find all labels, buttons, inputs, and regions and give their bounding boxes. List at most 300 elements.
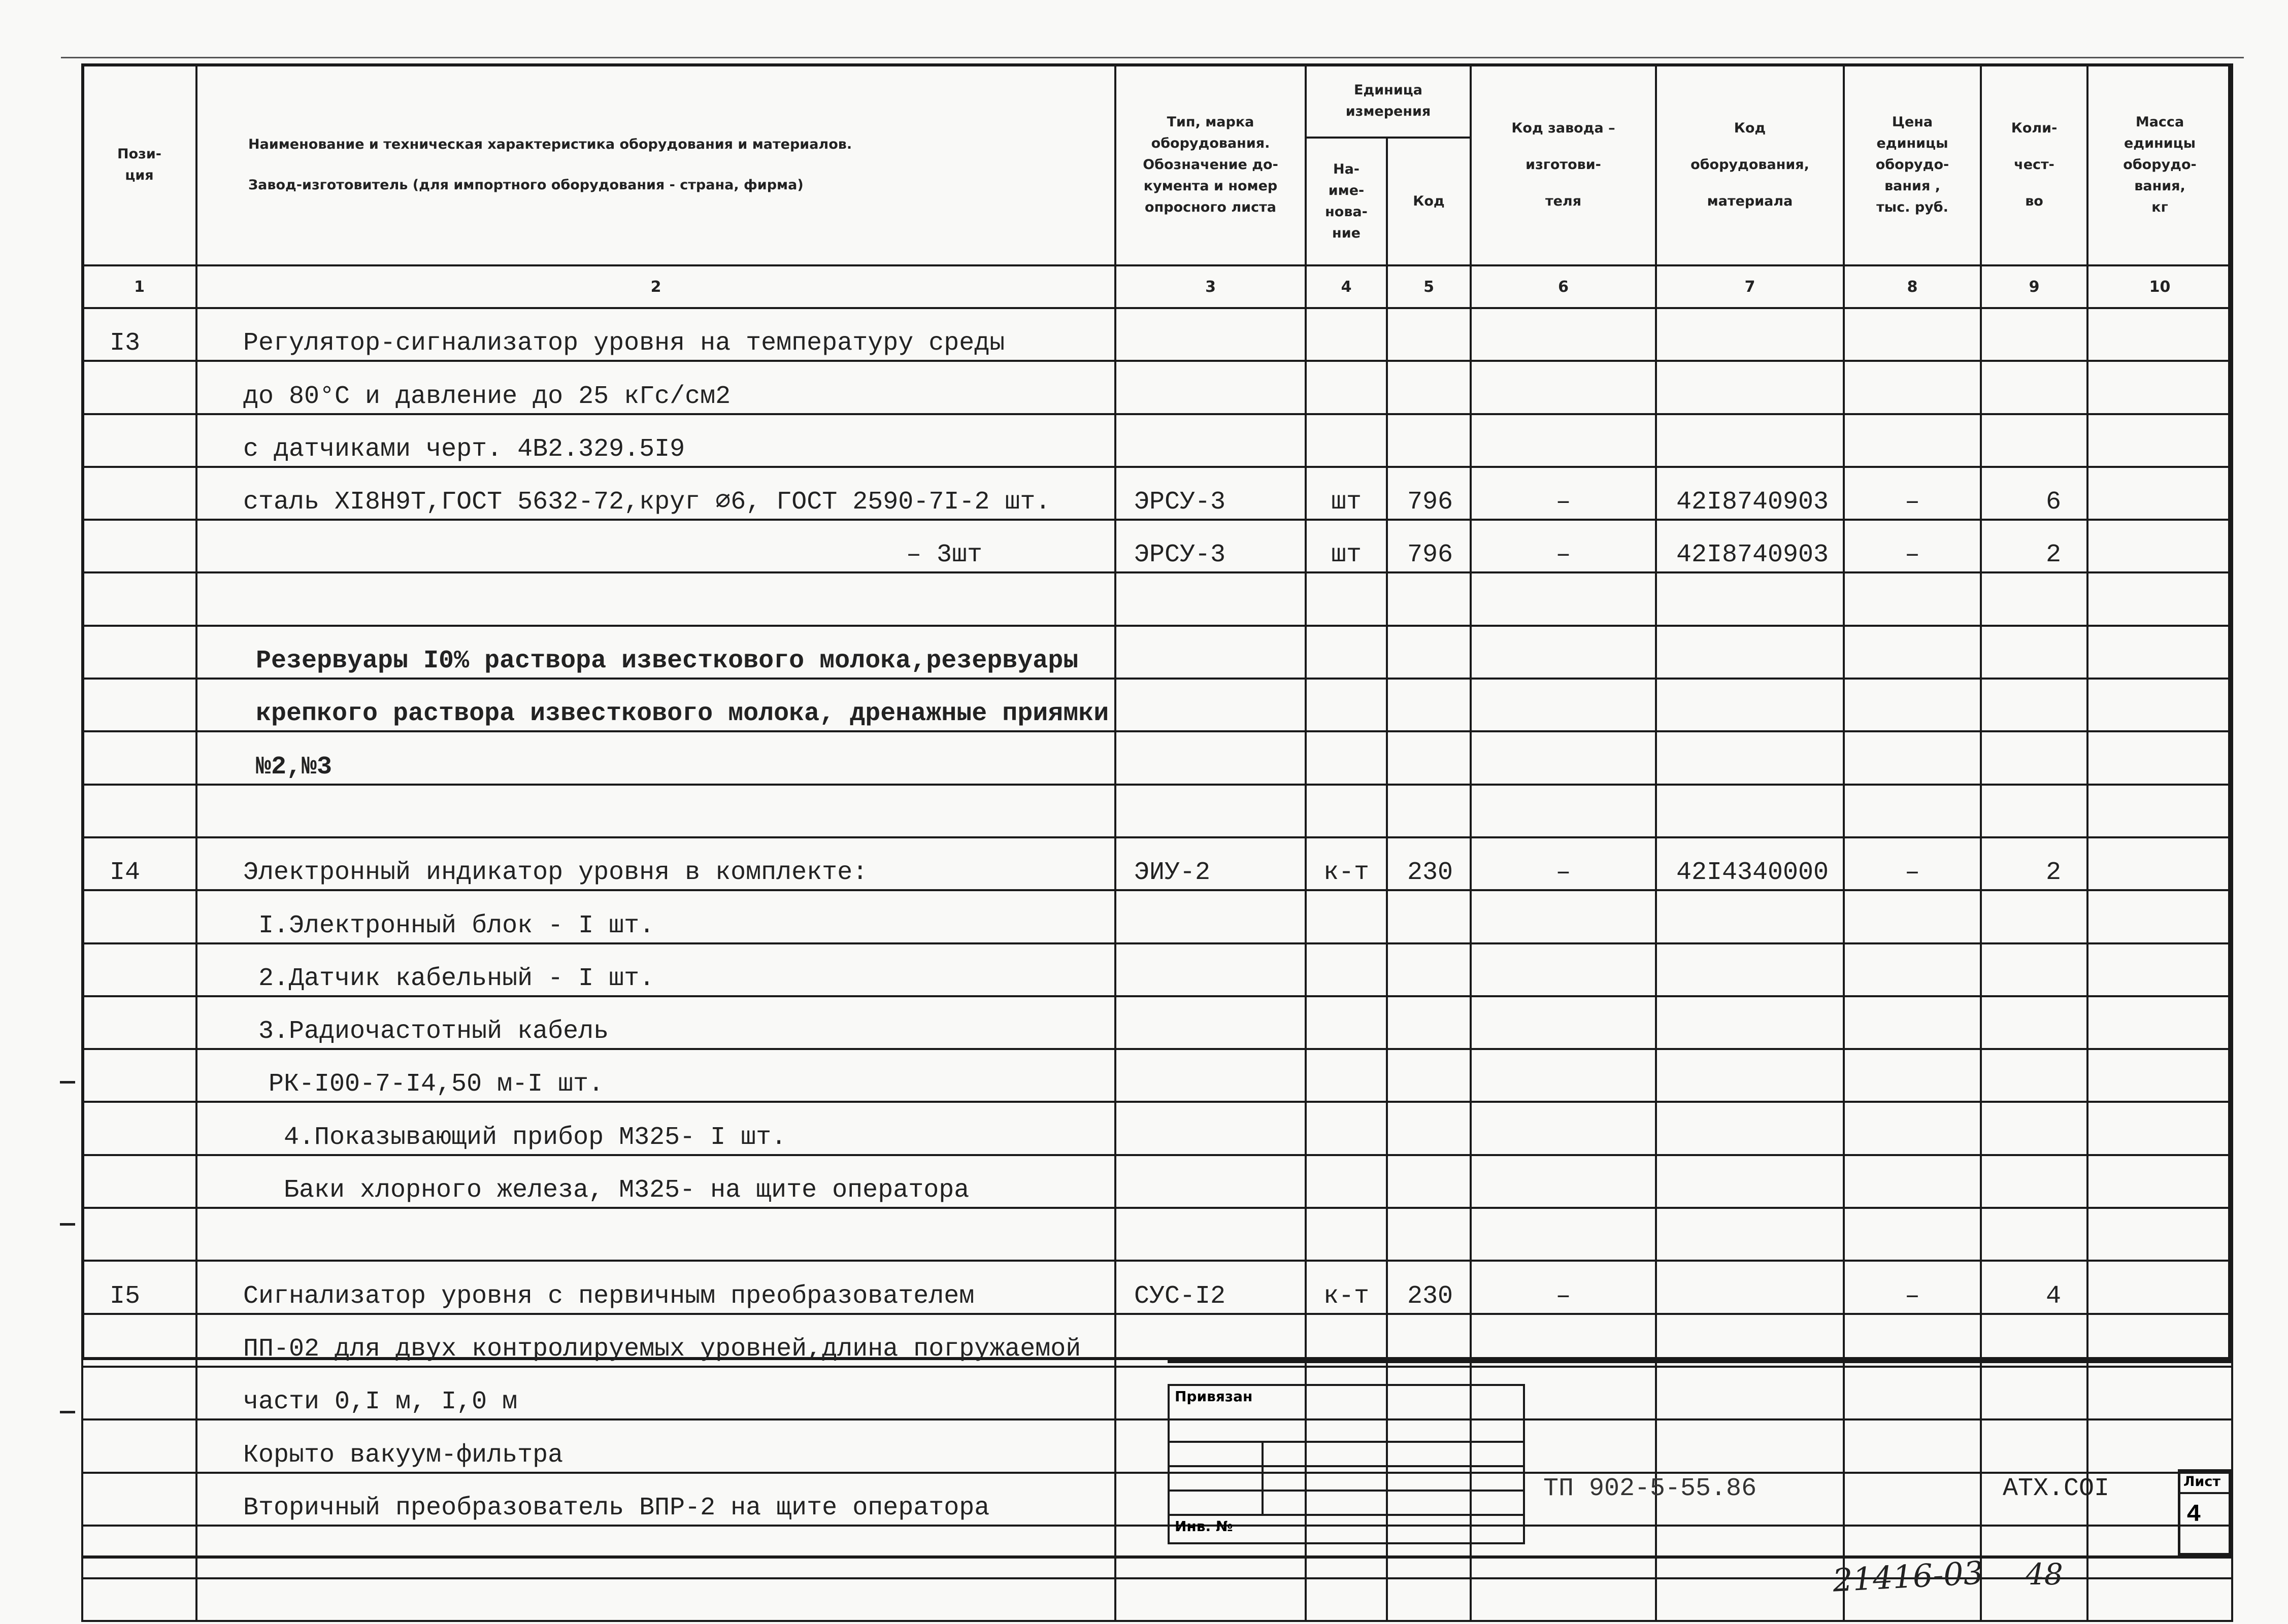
row-material-code [1656,1049,1844,1102]
approval-cell [1387,1466,1471,1491]
row-price: – [1844,467,1981,520]
table-row [82,943,2232,996]
row-quantity [1981,943,2087,996]
row-quantity [1981,1314,2087,1367]
row-unit-code [1387,1314,1471,1367]
row-maker-code [1471,731,1656,784]
empty-cell [1656,1578,1844,1621]
column-number: 1 [82,265,196,308]
row-price [1844,1049,1981,1102]
row-name: Электронный индикатор уровня в комплекте: [196,837,1115,890]
empty-cell [1387,1578,1471,1621]
sheet-label: Лист [2183,1474,2220,1490]
inventory-label: Инв. № [1169,1515,1524,1543]
approval-cell [1169,1442,1263,1466]
row-quantity [1981,626,2087,679]
empty-cell [196,1578,1115,1621]
row-quantity [1981,572,2087,625]
row-quantity [1981,1419,2087,1472]
row-name: ПП-02 для двух контролируемых уровней,длина погружаемой [196,1314,1115,1367]
row-unit: к-т [1306,1261,1387,1313]
row-unit [1306,731,1387,784]
row-name: Корыто вакуум-фильтра [196,1419,1115,1472]
header-unit: Единица измерения [1306,64,1471,138]
column-number: 2 [196,265,1115,308]
row-type [1115,361,1306,414]
row-unit-code: 796 [1387,467,1471,520]
table-row [82,1155,2232,1208]
row-material-code [1656,679,1844,731]
header-position: Пози- ция [82,64,196,265]
row-material-code [1656,1367,1844,1419]
approval-block [1168,1384,1525,1544]
row-unit-code [1387,785,1471,837]
row-position [82,1102,196,1155]
row-material-code [1656,1526,1844,1578]
row-mass [2087,731,2232,784]
table-row [82,785,2232,837]
row-type [1115,996,1306,1049]
row-price [1844,414,1981,467]
row-name: Сигнализатор уровня с первичным преобразователем [196,1261,1115,1313]
margin-mark [60,1223,75,1226]
row-unit-code [1387,1208,1471,1261]
column-number: 5 [1387,265,1471,308]
row-unit [1306,1314,1387,1367]
margin-mark [60,1411,75,1413]
row-unit [1306,679,1387,731]
row-position [82,1208,196,1261]
row-price [1844,572,1981,625]
row-maker-code [1471,361,1656,414]
row-unit-code [1387,996,1471,1049]
row-price [1844,679,1981,731]
row-mass [2087,1049,2232,1102]
row-unit-code [1387,572,1471,625]
row-mass [2087,361,2232,414]
row-unit-code [1387,1155,1471,1208]
document-code: ТП 902-5-55.86 [1543,1474,1757,1503]
row-maker-code [1471,890,1656,943]
row-unit [1306,890,1387,943]
sheet-number: 4 [2186,1501,2201,1529]
approval-cell [1263,1466,1387,1491]
header-material-code: Код оборудования, материала [1656,64,1844,265]
row-unit [1306,996,1387,1049]
row-maker-code [1471,1208,1656,1261]
approval-cell [1471,1491,1524,1515]
empty-cell [1115,1578,1306,1621]
row-maker-code [1471,572,1656,625]
row-price [1844,731,1981,784]
row-price [1844,1208,1981,1261]
row-name: – 3шт [196,520,1115,572]
header-mass: Масса единицы оборудо- вания, кг [2087,64,2232,265]
row-unit: шт [1306,520,1387,572]
empty-cell [1306,1578,1387,1621]
row-type [1115,1049,1306,1102]
row-name [196,785,1115,837]
row-quantity [1981,890,2087,943]
row-position [82,520,196,572]
row-mass [2087,1261,2232,1313]
row-material-code [1656,1208,1844,1261]
row-material-code [1656,1314,1844,1367]
row-type [1115,572,1306,625]
row-type [1115,1102,1306,1155]
row-price [1844,308,1981,361]
row-position: I3 [82,308,196,361]
row-price: – [1844,1261,1981,1313]
header-price: Цена единицы оборудо- вания , тыс. руб. [1844,64,1981,265]
row-mass [2087,1367,2232,1419]
row-mass [2087,520,2232,572]
specification-body [82,308,2232,1621]
row-mass [2087,679,2232,731]
row-maker-code [1471,943,1656,996]
column-number: 9 [1981,265,2087,308]
row-mass [2087,414,2232,467]
archive-page: 48 [2026,1557,2063,1592]
row-material-code [1656,996,1844,1049]
margin-mark [60,1081,75,1084]
row-unit-code [1387,1102,1471,1155]
table-row [82,996,2232,1049]
row-name: крепкого раствора известкового молока, дренажные приямки [196,679,1115,731]
header-type: Тип, марка оборудования. Обозначение до- кумента и номер опросного листа [1115,64,1306,265]
row-unit-code [1387,308,1471,361]
row-price: – [1844,837,1981,890]
row-unit-code [1387,626,1471,679]
empty-cell [2087,1578,2232,1621]
row-position [82,1367,196,1419]
row-position [82,943,196,996]
row-position: I5 [82,1261,196,1313]
row-position [82,890,196,943]
table-row [82,1314,2232,1367]
row-material-code [1656,731,1844,784]
row-quantity [1981,308,2087,361]
row-quantity [1981,1367,2087,1419]
table-row [82,308,2232,361]
row-maker-code [1471,785,1656,837]
table-row [82,414,2232,467]
row-unit [1306,1102,1387,1155]
row-position [82,1155,196,1208]
header-unit-code: Код [1387,138,1471,265]
row-price [1844,1102,1981,1155]
row-unit: к-т [1306,837,1387,890]
header-name: Наименование и техническая характеристика оборудования и материалов. Завод-изготовитель (для импортного оборудования - страна, фирма) [196,64,1115,265]
row-mass [2087,1208,2232,1261]
row-unit-code: 230 [1387,1261,1471,1313]
row-quantity [1981,679,2087,731]
row-unit [1306,361,1387,414]
row-maker-code [1471,414,1656,467]
row-unit-code [1387,361,1471,414]
row-quantity [1981,731,2087,784]
row-position [82,996,196,1049]
row-mass [2087,1102,2232,1155]
row-position [82,1526,196,1578]
row-name: сталь XI8Н9Т,ГОСТ 5632-72,круг ⌀6, ГОСТ 2590-7I-2 шт. [196,467,1115,520]
table-row [82,361,2232,414]
row-material-code: 42I8740903 [1656,467,1844,520]
row-quantity [1981,1208,2087,1261]
row-quantity [1981,1102,2087,1155]
row-type: ЭИУ-2 [1115,837,1306,890]
table-row [82,1049,2232,1102]
row-material-code [1656,361,1844,414]
row-mass [2087,890,2232,943]
row-type [1115,1155,1306,1208]
table-row [82,837,2232,890]
table-row [82,626,2232,679]
row-position [82,785,196,837]
row-maker-code [1471,679,1656,731]
row-maker-code: – [1471,467,1656,520]
row-name: Баки хлорного железа, М325- на щите оператора [196,1155,1115,1208]
row-type [1115,943,1306,996]
row-position [82,467,196,520]
empty-cell [1471,1578,1656,1621]
row-unit [1306,1049,1387,1102]
row-unit-code [1387,679,1471,731]
row-maker-code [1471,1102,1656,1155]
row-type: ЭРСУ-3 [1115,467,1306,520]
row-unit [1306,943,1387,996]
specification-table [81,63,2233,1622]
row-name [196,1526,1115,1578]
approval-cell [1263,1491,1387,1515]
empty-cell [82,1578,196,1621]
row-quantity [1981,1049,2087,1102]
row-maker-code [1471,1314,1656,1367]
approval-cell [1169,1491,1263,1515]
table-row [82,1473,2232,1526]
row-mass [2087,1314,2232,1367]
row-position [82,1314,196,1367]
row-price [1844,1367,1981,1419]
row-material-code [1656,572,1844,625]
table-row [82,679,2232,731]
row-type [1115,890,1306,943]
approval-cell [1263,1442,1387,1466]
row-unit-code [1387,1049,1471,1102]
table-row [82,520,2232,572]
row-mass [2087,837,2232,890]
column-number: 3 [1115,265,1306,308]
row-price [1844,890,1981,943]
row-mass [2087,1155,2232,1208]
archive-number: 21416-03 [1832,1554,1984,1599]
table-row [82,731,2232,784]
row-name: до 80°С и давление до 25 кГс/см2 [196,361,1115,414]
row-material-code [1656,890,1844,943]
row-price [1844,1155,1981,1208]
row-quantity: 4 [1981,1261,2087,1313]
row-mass [2087,785,2232,837]
table-row [82,572,2232,625]
row-price [1844,1419,1981,1472]
row-name: 3.Радиочастотный кабель [196,996,1115,1049]
row-mass [2087,626,2232,679]
row-position [82,361,196,414]
row-price [1844,996,1981,1049]
row-unit-code [1387,731,1471,784]
approval-cell [1471,1442,1524,1466]
row-material-code [1656,1155,1844,1208]
row-material-code [1656,308,1844,361]
table-row [82,1419,2232,1472]
row-price [1844,943,1981,996]
row-price [1844,785,1981,837]
row-maker-code [1471,308,1656,361]
approval-cell [1387,1491,1471,1515]
column-number: 7 [1656,265,1844,308]
row-name: 4.Показывающий прибор М325- I шт. [196,1102,1115,1155]
row-quantity [1981,361,2087,414]
row-type [1115,1314,1306,1367]
row-maker-code: – [1471,1261,1656,1313]
row-name: с датчиками черт. 4В2.329.5I9 [196,414,1115,467]
header-unit-name: На- име- нова- ние [1306,138,1387,265]
table-row [82,890,2232,943]
approval-cell [1471,1466,1524,1491]
row-mass [2087,943,2232,996]
row-maker-code: – [1471,837,1656,890]
row-position [82,626,196,679]
row-quantity [1981,996,2087,1049]
row-quantity [1981,785,2087,837]
column-number: 6 [1471,265,1656,308]
approval-cell [1387,1442,1471,1466]
row-material-code [1656,943,1844,996]
row-type [1115,1208,1306,1261]
row-quantity: 2 [1981,520,2087,572]
row-mass [2087,308,2232,361]
table-row [82,1208,2232,1261]
row-maker-code [1471,626,1656,679]
row-name: РК-I00-7-I4,50 м-I шт. [196,1049,1115,1102]
row-unit [1306,308,1387,361]
row-position [82,679,196,731]
row-price [1844,1314,1981,1367]
row-unit-code [1387,943,1471,996]
row-type [1115,308,1306,361]
row-material-code [1656,414,1844,467]
row-unit [1306,572,1387,625]
row-material-code [1656,1419,1844,1472]
row-type [1115,626,1306,679]
row-quantity: 6 [1981,467,2087,520]
table-row [82,1261,2232,1313]
row-unit-code [1387,890,1471,943]
row-type: СУС-I2 [1115,1261,1306,1313]
row-maker-code [1471,1049,1656,1102]
bound-label: Привязан [1169,1385,1524,1442]
row-unit-code: 230 [1387,837,1471,890]
row-mass [2087,572,2232,625]
row-material-code [1656,785,1844,837]
approval-cell [1169,1466,1263,1491]
row-name: I.Электронный блок - I шт. [196,890,1115,943]
row-name: №2,№3 [196,731,1115,784]
row-position [82,414,196,467]
row-price [1844,626,1981,679]
row-quantity [1981,414,2087,467]
row-position [82,1049,196,1102]
row-unit: шт [1306,467,1387,520]
row-position [82,1473,196,1526]
row-type [1115,679,1306,731]
row-maker-code: – [1471,520,1656,572]
row-name: Вторичный преобразователь ВПР-2 на щите оператора [196,1473,1115,1526]
row-quantity [1981,1155,2087,1208]
row-name: Регулятор-сигнализатор уровня на температуру среды [196,308,1115,361]
row-unit [1306,785,1387,837]
row-price [1844,361,1981,414]
column-number: 10 [2087,265,2232,308]
row-price: – [1844,520,1981,572]
row-unit [1306,414,1387,467]
row-material-code [1656,626,1844,679]
row-position [82,572,196,625]
row-position: I4 [82,837,196,890]
row-maker-code [1471,996,1656,1049]
row-type: ЭРСУ-3 [1115,520,1306,572]
row-unit [1306,1155,1387,1208]
row-type [1115,414,1306,467]
title-block-divider [1168,1360,2231,1363]
row-position [82,731,196,784]
column-number-row [82,265,2232,308]
row-unit [1306,1208,1387,1261]
row-type [1115,785,1306,837]
sheet-divider [2180,1492,2229,1494]
row-name [196,572,1115,625]
row-material-code [1656,1102,1844,1155]
row-mass [2087,996,2232,1049]
row-quantity: 2 [1981,837,2087,890]
header-quantity: Коли- чест- во [1981,64,2087,265]
row-maker-code [1471,1155,1656,1208]
row-name: части 0,I м, I,0 м [196,1367,1115,1419]
top-rule [61,57,2244,58]
header-maker-code: Код завода – изготови- теля [1471,64,1656,265]
row-material-code: 42I4340000 [1656,837,1844,890]
document-mark: АТХ.СОI [2003,1474,2110,1503]
row-material-code: 42I8740903 [1656,520,1844,572]
row-price [1844,1473,1981,1526]
row-mass [2087,467,2232,520]
row-position [82,1419,196,1472]
sheet-box [2178,1469,2231,1555]
column-number: 4 [1306,265,1387,308]
row-unit-code: 796 [1387,520,1471,572]
table-row [82,1102,2232,1155]
row-name: 2.Датчик кабельный - I шт. [196,943,1115,996]
column-number: 8 [1844,265,1981,308]
row-name: Резервуары I0% раствора известкового молока,резервуары [196,626,1115,679]
table-row [82,1367,2232,1419]
row-material-code [1656,1261,1844,1313]
row-type [1115,731,1306,784]
row-mass [2087,1419,2232,1472]
row-unit [1306,626,1387,679]
row-unit-code [1387,414,1471,467]
row-name [196,1208,1115,1261]
